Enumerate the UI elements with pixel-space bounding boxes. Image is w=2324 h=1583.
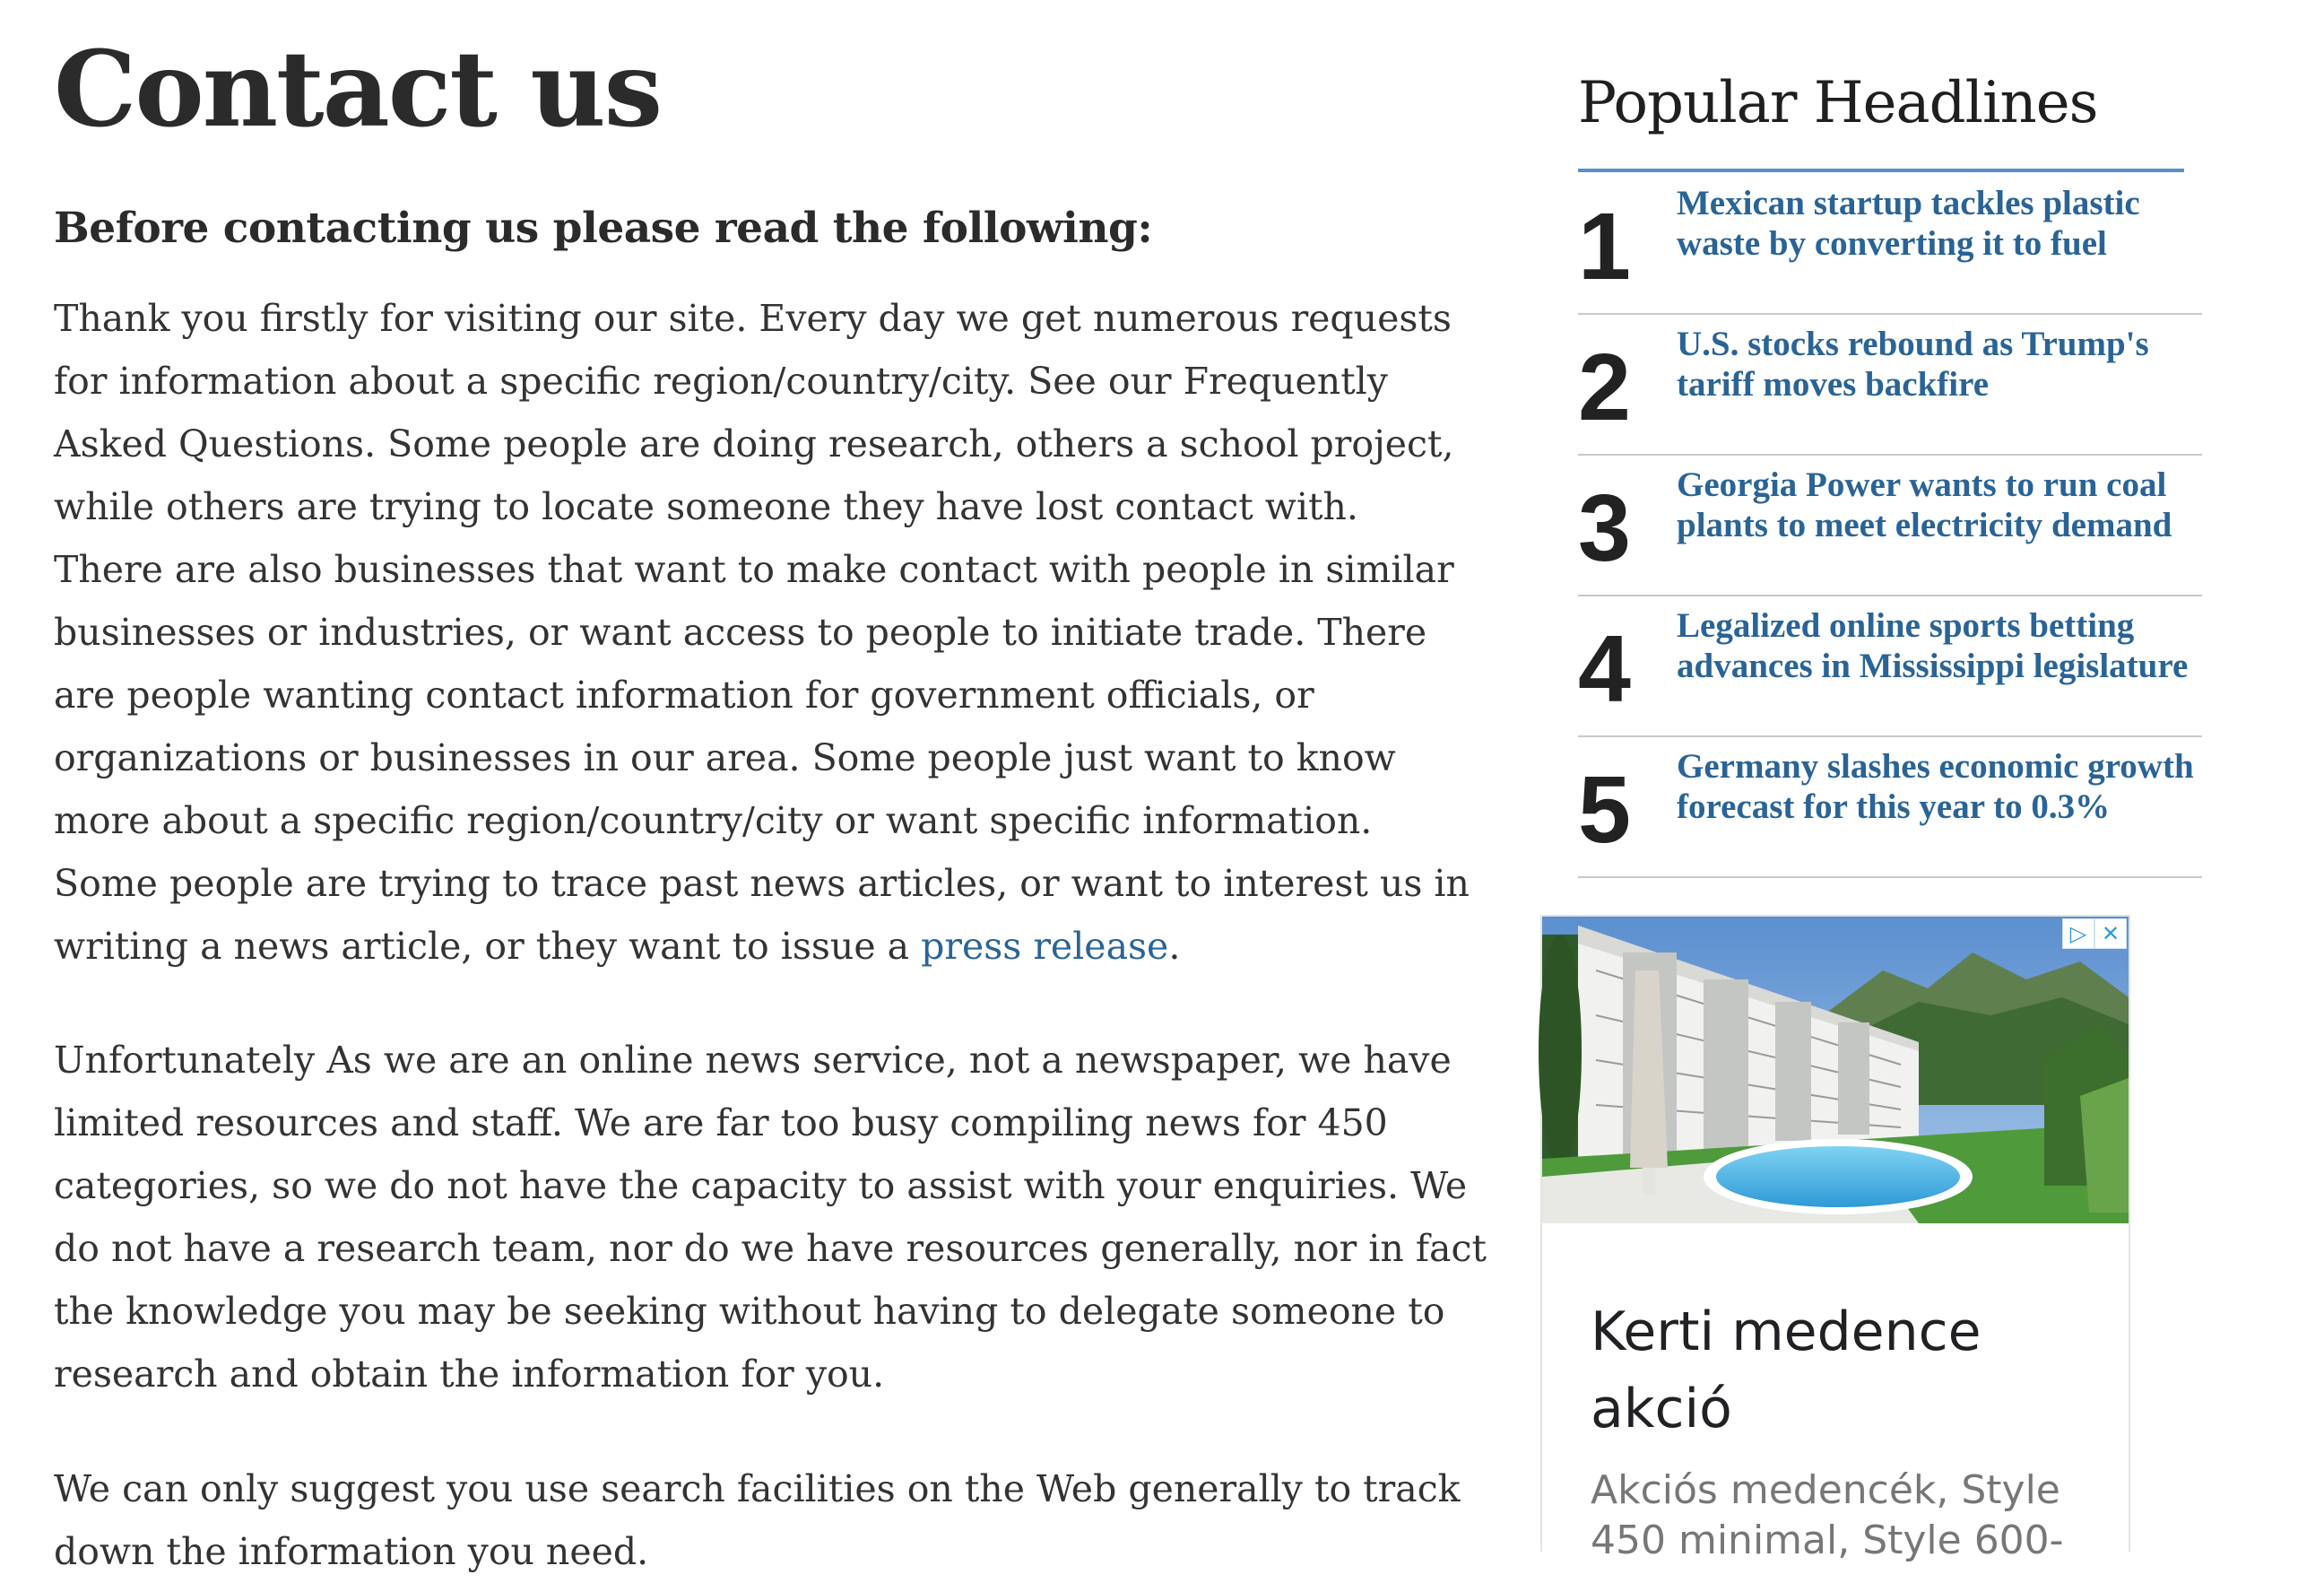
headline-number: 4 (1578, 616, 1631, 722)
suggestion-paragraph (54, 1457, 1461, 1583)
headline-item[interactable] (1578, 313, 2202, 456)
paragraph-line: categories, so we do not have the capacity to assist with your enquiries. We (54, 1164, 1468, 1207)
headline-line: Georgia Power wants to run coal (1677, 465, 2167, 504)
headline-number: 3 (1578, 475, 1631, 581)
headline-item[interactable] (1578, 735, 2202, 878)
intro-paragraph (54, 287, 1470, 978)
paragraph-line: organizations or businesses in our area. Some people just want to know (54, 736, 1396, 779)
headline-link[interactable] (1677, 324, 2215, 404)
paragraph-line: for information about a specific region/country/city. See our Frequently (54, 360, 1388, 403)
paragraph-line: Some people are trying to trace past news articles, or want to interest us in (54, 862, 1470, 905)
headline-number: 1 (1578, 194, 1631, 300)
headline-line: U.S. stocks rebound as Trump's (1677, 325, 2149, 363)
paragraph-line: research and obtain the information for you. (54, 1353, 885, 1396)
popular-headlines-title: Popular Headlines (1578, 70, 2098, 136)
paragraph-line: do not have a research team, nor do we have resources generally, nor in fact (54, 1227, 1487, 1270)
headline-line: forecast for this year to 0.3% (1677, 787, 2111, 826)
headline-line: Mexican startup tackles plastic (1677, 184, 2140, 222)
headline-line: plants to meet electricity demand (1677, 506, 2172, 544)
ad-description-line: Akciós medencék, Style (1591, 1467, 2060, 1513)
headline-link[interactable] (1677, 465, 2215, 545)
paragraph-text: . (1168, 925, 1181, 968)
headline-line: tariff moves backfire (1677, 365, 1990, 404)
ad-choices[interactable] (2062, 918, 2127, 949)
headline-line: Germany slashes economic growth (1677, 747, 2194, 786)
paragraph-line: limited resources and staff. We are far too busy compiling news for 450 (54, 1101, 1388, 1144)
headline-item[interactable] (1578, 172, 2202, 315)
adchoices-icon[interactable]: ▷ (2062, 918, 2094, 949)
ad-description-line: 450 minimal, Style 600- (1591, 1518, 2064, 1563)
ad-description (1591, 1466, 2093, 1566)
paragraph-line: There are also businesses that want to make contact with people in similar (54, 548, 1454, 591)
advertisement[interactable] (1540, 915, 2130, 1563)
headline-line: Legalized online sports betting (1677, 606, 2135, 645)
limitations-paragraph (54, 1029, 1487, 1405)
headline-line: advances in Mississippi legislature (1677, 647, 2189, 685)
page-subtitle: Before contacting us please read the following: (54, 204, 1153, 253)
ad-title[interactable]: Kerti medence akció (1591, 1300, 1981, 1440)
headline-item[interactable] (1578, 454, 2202, 596)
ad-image[interactable] (1542, 917, 2129, 1223)
paragraph-line: the knowledge you may be seeking without having to delegate someone to (54, 1290, 1445, 1333)
paragraph-line: We can only suggest you use search facilities on the Web generally to track (54, 1467, 1461, 1510)
paragraph-line: businesses or industries, or want access to people to initiate trade. There (54, 611, 1427, 654)
headline-link[interactable] (1677, 746, 2215, 827)
headline-link[interactable] (1677, 183, 2215, 264)
headline-link[interactable] (1677, 605, 2215, 686)
paragraph-line: while others are trying to locate someone they have lost contact with. (54, 485, 1358, 528)
close-icon[interactable]: ✕ (2094, 918, 2127, 949)
paragraph-line: are people wanting contact information for government officials, or (54, 674, 1314, 717)
paragraph-line: Thank you firstly for visiting our site. Every day we get numerous requests (54, 297, 1452, 340)
paragraph-line: more about a specific region/country/city or want specific information. (54, 799, 1373, 842)
paragraph-line (54, 915, 1461, 978)
paragraph-line: down the information you need. (54, 1530, 649, 1573)
headline-number: 5 (1578, 757, 1631, 863)
press-release-link[interactable]: press release (921, 925, 1169, 968)
page-title: Contact us (54, 29, 662, 151)
headline-item[interactable] (1578, 595, 2202, 737)
paragraph-line: Unfortunately As we are an online news service, not a newspaper, we have (54, 1039, 1452, 1082)
headline-number: 2 (1578, 335, 1631, 440)
paragraph-text: writing a news article, or they want to issue a (54, 925, 922, 968)
headline-line: waste by converting it to fuel (1677, 224, 2107, 263)
paragraph-line: Asked Questions. Some people are doing research, others a school project, (54, 422, 1454, 465)
